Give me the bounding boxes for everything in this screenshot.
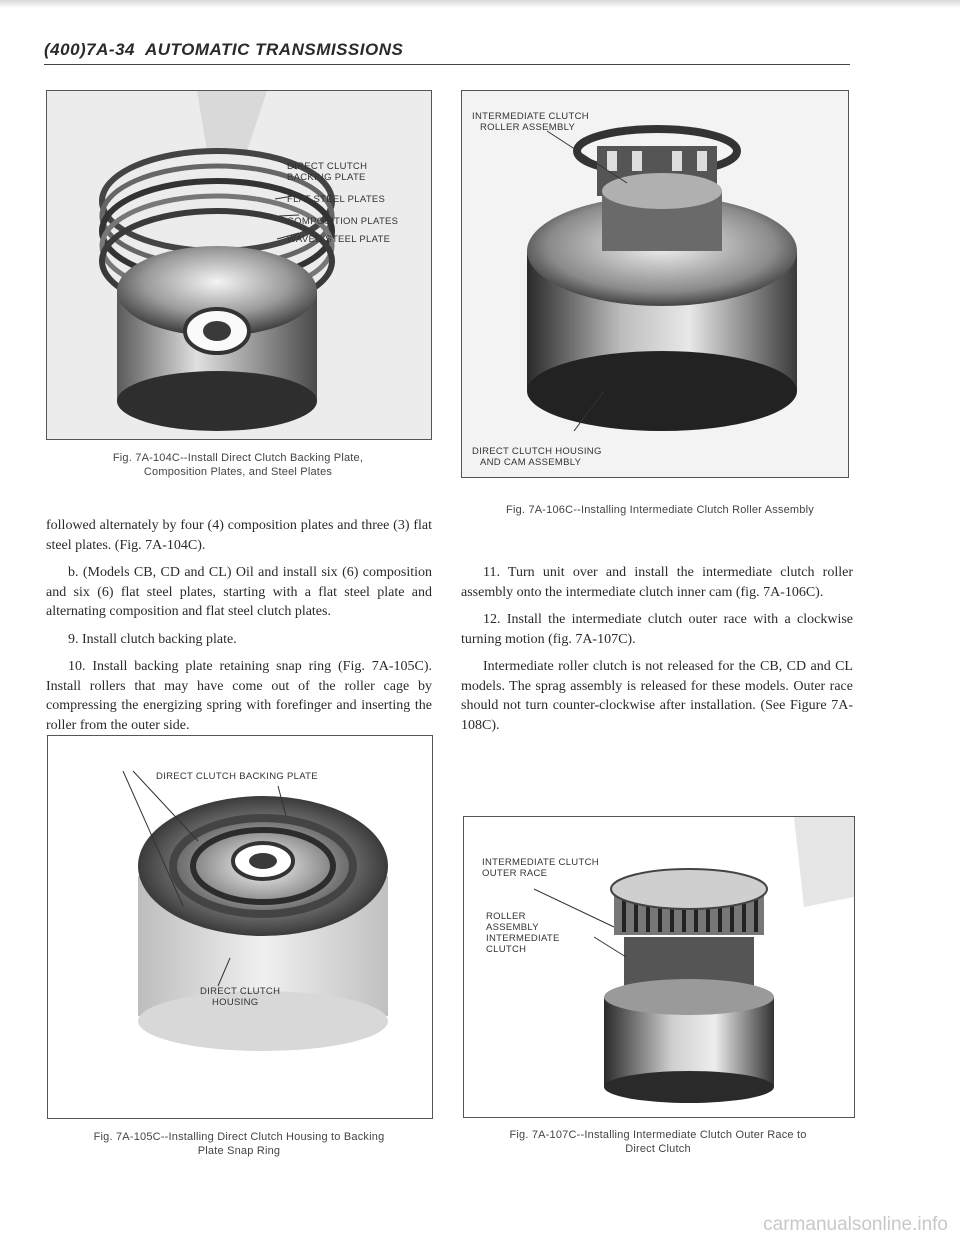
label-roller-assembly-3: INTERMEDIATE [486,933,560,944]
paragraph: followed alternately by four (4) composition plates and three (3) flat steel plates. (Fig. 7A-104C). [46,518,432,553]
label-intermediate-clutch-roller-2: ROLLER ASSEMBLY [480,122,576,133]
figure-7a-104c-caption [46,451,430,479]
caption-line: Fig. 7A-107C--Installing Intermediate Clutch Outer Race to [509,1129,807,1141]
header-rule [44,64,850,65]
figure-7a-105c-photo [48,736,432,1118]
label-intermediate-clutch-outer-race-1: INTERMEDIATE CLUTCH [482,857,599,868]
label-roller-assembly-4: CLUTCH [486,944,527,955]
caption-line: Direct Clutch [625,1143,691,1155]
label-direct-clutch-housing-2: HOUSING [212,997,259,1008]
paragraph: b. (Models CB, CD and CL) Oil and install six (6) composition and six (6) flat steel plates, starting with a flat steel plate and alternating composition and flat steel clutch plates. [46,565,432,619]
figure-7a-106c [461,90,849,478]
figure-7a-105c [47,735,433,1119]
paragraph: 11. Turn unit over and install the intermediate clutch roller assembly onto the intermediate clutch inner cam (fig. 7A-106C). [461,565,853,600]
label-direct-clutch-housing-2: AND CAM ASSEMBLY [480,457,582,468]
label-composition-plates: COMPOSITION PLATES [287,216,399,227]
label-intermediate-clutch-roller-1: INTERMEDIATE CLUTCH [472,111,589,122]
label-direct-clutch-backing-plate-2: BACKING PLATE [287,172,366,183]
paragraph: Intermediate roller clutch is not released for the CB, CD and CL models. The sprag assembly is released for these models. Outer race should not turn counter-clockwise after installation. (See Figure 7A-108C). [461,659,853,733]
figure-7a-106c-photo [462,91,848,477]
figure-7a-106c-caption: Fig. 7A-106C--Installing Intermediate Clutch Roller Assembly [506,504,814,516]
right-column-text [461,563,853,743]
paragraph: 10. Install backing plate retaining snap ring (Fig. 7A-105C). Install rollers that may have come out of the roller cage by compressing the energizing spring with forefinger and inserting the roller from the outer side. [46,659,432,733]
figure-7a-107c-caption [463,1128,853,1156]
label-direct-clutch-backing-plate: DIRECT CLUTCH BACKING PLATE [156,771,318,782]
left-column-text [46,516,432,743]
label-intermediate-clutch-outer-race-2: OUTER RACE [482,868,548,879]
label-waved-steel-plate: WAVED STEEL PLATE [287,234,391,245]
paragraph: 9. Install clutch backing plate. [68,631,237,647]
caption-line: Composition Plates, and Steel Plates [143,466,333,478]
label-direct-clutch-housing-1: DIRECT CLUTCH HOUSING [472,446,602,457]
figure-7a-104c [46,90,432,440]
watermark: carmanualsonline.info [763,1214,948,1235]
caption-line: Plate Snap Ring [197,1145,281,1157]
page-header [44,40,403,60]
page-title: AUTOMATIC TRANSMISSIONS [145,40,404,59]
caption-line: Fig. 7A-104C--Install Direct Clutch Backing Plate, [112,452,364,464]
label-direct-clutch-housing-1: DIRECT CLUTCH [200,986,281,997]
label-roller-assembly-1: ROLLER [486,911,526,922]
figure-7a-107c [463,816,855,1118]
figure-7a-105c-caption [47,1130,431,1158]
caption-line: Fig. 7A-105C--Installing Direct Clutch Housing to Backing [93,1131,385,1143]
paragraph: 12. Install the intermediate clutch outer race with a clockwise turning motion (fig. 7A-107C). [461,612,853,647]
label-flat-steel-plates: FLAT STEEL PLATES [287,194,386,205]
page-code: (400)7A-34 [44,40,135,59]
figure-7a-104c-photo [47,91,431,439]
label-roller-assembly-2: ASSEMBLY [486,922,539,933]
label-direct-clutch-backing-plate-1: DIRECT CLUTCH [287,161,368,172]
page-edge [0,0,960,8]
